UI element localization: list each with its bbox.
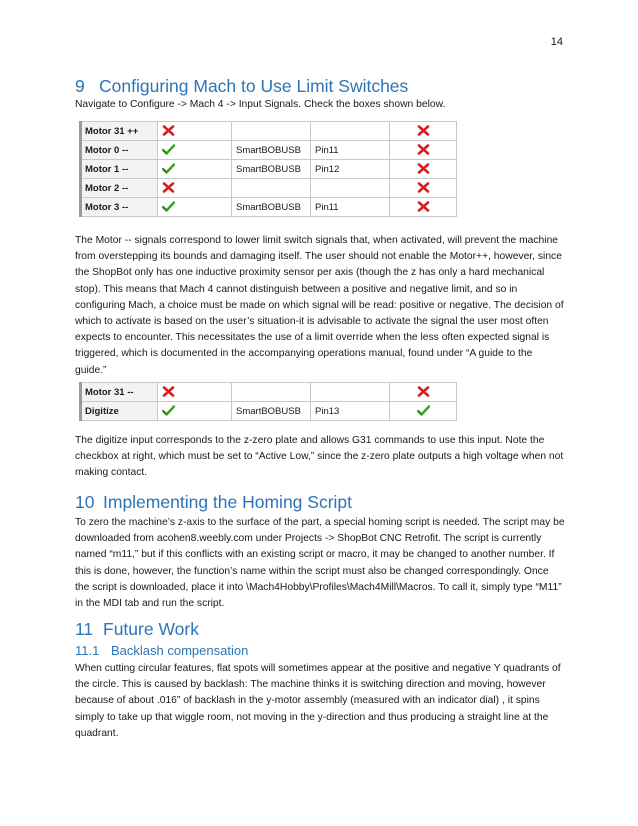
pin-cell xyxy=(311,383,390,402)
enabled-checkbox[interactable] xyxy=(158,160,232,179)
enabled-checkbox[interactable] xyxy=(158,179,232,198)
signal-name-cell: Motor 3 -- xyxy=(81,198,158,217)
page-number: 14 xyxy=(550,36,563,48)
section-11-1-title: Backlash compensation xyxy=(111,643,249,658)
active-low-checkbox[interactable] xyxy=(390,402,457,421)
signal-name-cell: Motor 0 -- xyxy=(81,141,158,160)
active-low-checkbox[interactable] xyxy=(390,122,457,141)
red-x-icon xyxy=(417,163,430,174)
red-x-icon xyxy=(417,182,430,193)
section-11-number: 11 xyxy=(75,619,94,639)
digitize-paragraph: The digitize input corresponds to the z-zero plate and allows G31 commands to use this input. Note the checkbox at right, which must be set to “Active Low,” since the z-zero plate outputs a high voltage when not making contact. xyxy=(75,435,564,479)
section-11-1-body: When cutting circular features, flat spots will sometimes appear at the positive and negative Y quadrants of the circle. This is caused by backlash: The machine thinks it is switching direction and moving, however because of about .016” of backlash in the y-motor assembly (measured with an indicator dial) , it spins simply to take up that wiggle room, not moving in the y-direction and thus producing a straight line at the quadrant. xyxy=(75,663,561,739)
signal-row xyxy=(81,402,457,421)
section-11-title: Future Work xyxy=(103,619,199,639)
device-cell xyxy=(232,383,311,402)
pin-cell: Pin12 xyxy=(311,160,390,179)
signal-name-cell: Motor 1 -- xyxy=(81,160,158,179)
green-check-icon xyxy=(162,144,175,155)
active-low-checkbox[interactable] xyxy=(390,383,457,402)
signal-name-cell: Digitize xyxy=(81,402,158,421)
enabled-checkbox[interactable] xyxy=(158,141,232,160)
section-10-number: 10 xyxy=(75,492,95,512)
pin-cell xyxy=(311,122,390,141)
red-x-icon xyxy=(417,144,430,155)
pin-cell: Pin11 xyxy=(311,198,390,217)
device-cell: SmartBOBUSB xyxy=(232,402,311,421)
active-low-checkbox[interactable] xyxy=(390,160,457,179)
active-low-checkbox[interactable] xyxy=(390,179,457,198)
enabled-checkbox[interactable] xyxy=(158,122,232,141)
enabled-checkbox[interactable] xyxy=(158,383,232,402)
device-cell: SmartBOBUSB xyxy=(232,141,311,160)
pin-cell: Pin11 xyxy=(311,141,390,160)
green-check-icon xyxy=(162,201,175,212)
device-cell: SmartBOBUSB xyxy=(232,198,311,217)
red-x-icon xyxy=(162,386,175,397)
signal-row xyxy=(81,198,457,217)
section-10-body: To zero the machine’s z-axis to the surface of the part, a special homing script is needed. The script may be downloaded from acohen8.weebly.com under Projects -> ShopBot CNC Retrofit. The script is currently named “m11,” but if this conflicts with an existing script or macro, it may be changed to another number. If this is done, however, the function’s name within the script must also be changed correspondingly. Once the script is downloaded, place it into \Mach4Hobby\Profiles\Mach4Mill\Macros. To call it, simply type “M11” in the MDI tab and run the script. xyxy=(75,517,565,610)
signal-name-cell: Motor 31 -- xyxy=(81,383,158,402)
section-11-1-number: 11.1 xyxy=(75,643,100,658)
input-signals-table-motors xyxy=(79,121,457,217)
signal-row xyxy=(81,122,457,141)
enabled-checkbox[interactable] xyxy=(158,198,232,217)
section-9-number: 9 xyxy=(75,76,85,96)
pin-cell: Pin13 xyxy=(311,402,390,421)
motor-signals-paragraph: The Motor -- signals correspond to lower limit switch signals that, when activated, will prevent the machine from overstepping its bounds and damaging itself. The user should not enable the Motor++, however, since the ShopBot only has one inductive proximity sensor per axis (though the z has only a hard mechanical stop). This means that Mach 4 cannot distinguish between a positive and negative limit, and so in configuring Mach, a choice must be made on which signal will be read: positive or negative. The decision of which to activate is based on the user’s situation-it is advisable to activate the signal the user most often expects to encounter. This necessitates the use of a limit override when the less often expected signal is triggered, which is documented in the accompanying operations manual, found under “A guide to the guide.” xyxy=(75,235,564,376)
signal-row xyxy=(81,141,457,160)
input-signals-table-digitize xyxy=(79,382,457,421)
red-x-icon xyxy=(417,386,430,397)
green-check-icon xyxy=(417,405,430,416)
device-cell xyxy=(232,122,311,141)
red-x-icon xyxy=(417,125,430,136)
device-cell xyxy=(232,179,311,198)
signal-name-cell: Motor 2 -- xyxy=(81,179,158,198)
signal-row xyxy=(81,179,457,198)
section-9-title: Configuring Mach to Use Limit Switches xyxy=(99,76,409,96)
enabled-checkbox[interactable] xyxy=(158,402,232,421)
active-low-checkbox[interactable] xyxy=(390,198,457,217)
section-10-title: Implementing the Homing Script xyxy=(103,492,352,512)
signal-name-cell: Motor 31 ++ xyxy=(81,122,158,141)
green-check-icon xyxy=(162,163,175,174)
section-9-intro: Navigate to Configure -> Mach 4 -> Input Signals. Check the boxes shown below. xyxy=(75,99,446,110)
active-low-checkbox[interactable] xyxy=(390,141,457,160)
red-x-icon xyxy=(417,201,430,212)
device-cell: SmartBOBUSB xyxy=(232,160,311,179)
section-9-heading xyxy=(75,76,408,97)
pin-cell xyxy=(311,179,390,198)
section-10-heading xyxy=(75,492,352,513)
signal-row xyxy=(81,383,457,402)
red-x-icon xyxy=(162,125,175,136)
green-check-icon xyxy=(162,405,175,416)
signal-row xyxy=(81,160,457,179)
section-11-heading xyxy=(75,619,199,640)
section-11-1-heading xyxy=(75,643,248,658)
red-x-icon xyxy=(162,182,175,193)
